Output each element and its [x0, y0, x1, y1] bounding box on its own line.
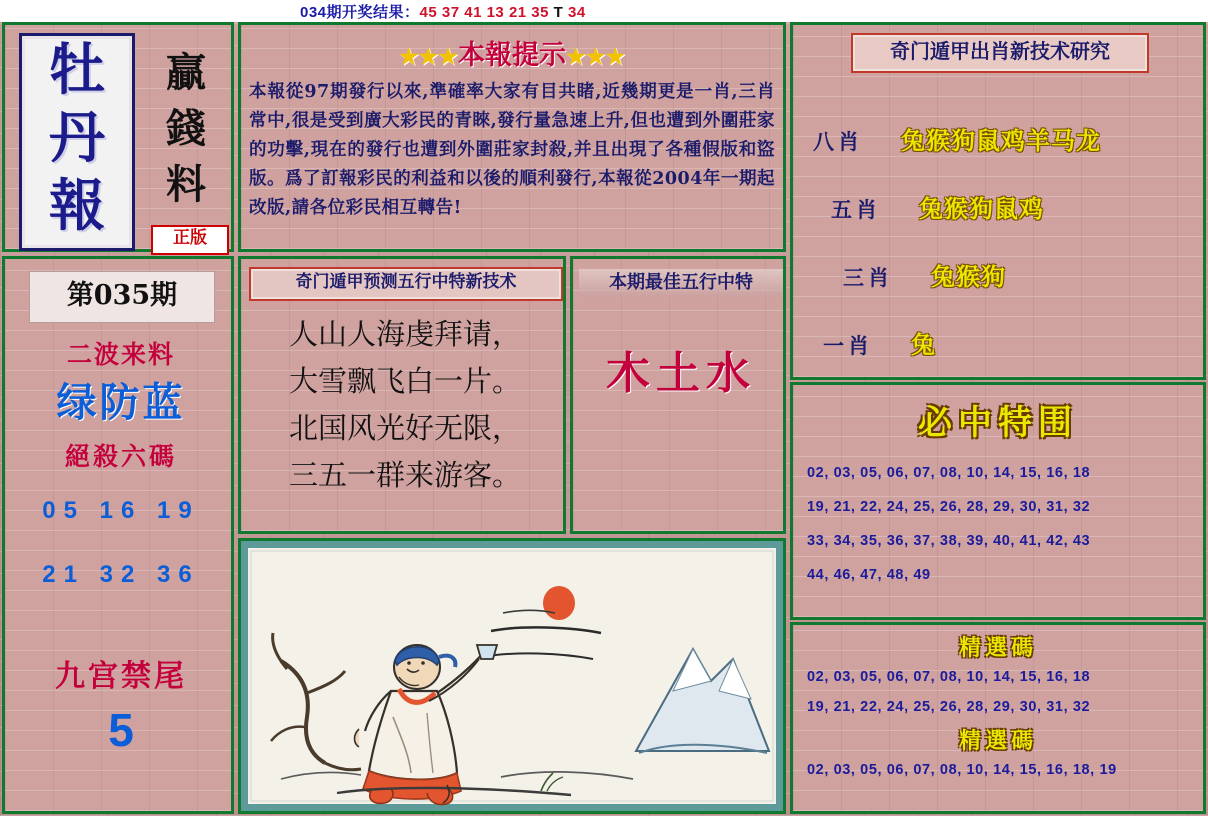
two-wave-title: 二波来料 [66, 340, 175, 369]
selected-codes-line-1: 02, 03, 05, 06, 07, 08, 10, 14, 15, 16, 18 [807, 669, 1091, 685]
selected-codes-title-1: 精選碼 [958, 635, 1037, 661]
draw-result-numbers: 45 37 41 13 21 35 [419, 4, 549, 21]
tips-title [249, 33, 775, 72]
side-slogan-char-1: 贏 [166, 49, 206, 96]
side-slogan [143, 45, 229, 217]
must-hit-title: 必中特围 [918, 403, 1078, 443]
poem-line-1: 人山人海虔拜请， [288, 317, 521, 351]
draw-result-strip [0, 0, 1208, 22]
tips-body: 本報從97期發行以來,準確率大家有目共睹,近幾期更是一肖,三肖常中,很是受到廣大彩民的青睞,發行量急速上升,但也遭到外圍莊家的功擊,現在的發行也遭到外圍莊家封殺,并且出現了各種假版和盜版。爲了訂報彩民的利益和以後的順利發行,本報從2004年一期起改版,請各位彩民相互轉告! [249, 82, 775, 218]
draw-result-special: 34 [568, 4, 586, 21]
zodiac-row-1-key: 一肖 [823, 333, 873, 358]
ink-painting-illustration [241, 541, 783, 811]
zodiac-row-1 [823, 325, 1203, 363]
jiugong-value: 5 [108, 704, 134, 756]
stars-left-icon: ★★★ [398, 44, 458, 70]
zodiac-row-5-value: 兔猴狗鼠鸡 [919, 194, 1044, 223]
poem-line-3: 北国风光好无限， [288, 411, 521, 445]
must-hit-line-2: 19, 21, 22, 24, 25, 26, 28, 29, 30, 31, 32 [807, 499, 1091, 515]
draw-result-separator: T [553, 4, 564, 21]
draw-result-label: 034期开奖结果： [300, 4, 420, 21]
jiugong-title: 九宫禁尾 [55, 659, 187, 694]
tips-panel [238, 22, 786, 252]
poem-line-4: 三五一群来游客。 [288, 458, 521, 492]
masthead-char-3: 報 [49, 173, 105, 239]
illustration-panel [238, 538, 786, 814]
poem-line-2: 大雪飘飞白一片。 [288, 364, 521, 398]
zodiac-panel-title: 奇门遁甲出肖新技术研究 [851, 33, 1149, 73]
poem-title: 奇门遁甲预测五行中特新技术 [249, 267, 563, 301]
kill-six-title: 絕殺六碼 [64, 442, 177, 471]
five-elements-panel [570, 256, 786, 534]
selected-codes-title-2: 精選碼 [958, 728, 1037, 754]
zodiac-panel [790, 22, 1206, 380]
left-column-panel [2, 256, 234, 814]
must-hit-panel [790, 382, 1206, 620]
zodiac-row-3-value: 兔猴狗 [931, 262, 1006, 291]
two-wave-value: 绿防蓝 [56, 379, 186, 426]
selected-codes-panel [790, 622, 1206, 814]
draw-result-text [300, 1, 586, 22]
zodiac-row-1-value: 兔 [911, 330, 936, 359]
side-slogan-char-2: 錢 [166, 105, 206, 152]
five-elements-title: 本期最佳五行中特 [579, 269, 783, 297]
zodiac-row-8-key: 八肖 [813, 129, 863, 154]
zodiac-row-5 [831, 189, 1208, 227]
selected-codes-line-3: 02, 03, 05, 06, 07, 08, 10, 14, 15, 16, 18, 19 [807, 762, 1117, 778]
must-hit-line-4: 44, 46, 47, 48, 49 [807, 567, 931, 583]
masthead-char-1: 牡 [49, 37, 105, 103]
side-slogan-char-3: 料 [166, 161, 206, 208]
authentic-badge: 正版 [151, 225, 229, 255]
zodiac-row-8-value: 兔猴狗鼠鸡羊马龙 [901, 126, 1101, 155]
selected-codes-line-2: 19, 21, 22, 24, 25, 26, 28, 29, 30, 31, 32 [807, 699, 1091, 715]
stars-right-icon: ★★★ [566, 44, 626, 70]
zodiac-row-5-key: 五肖 [831, 197, 881, 222]
must-hit-line-3: 33, 34, 35, 36, 37, 38, 39, 40, 41, 42, 43 [807, 533, 1091, 549]
issue-number: 第035期 [66, 280, 178, 311]
kill-six-row-2: 21 32 36 [42, 561, 200, 588]
zodiac-row-8 [813, 121, 1193, 159]
masthead-box [19, 33, 135, 251]
five-elements-value: 木土水 [606, 348, 756, 399]
tips-title-text: 本報提示 [458, 40, 566, 71]
masthead-char-2: 丹 [49, 105, 105, 171]
issue-box [29, 271, 215, 323]
kill-six-row-1: 05 16 19 [42, 497, 200, 524]
poem-panel [238, 256, 566, 534]
must-hit-line-1: 02, 03, 05, 06, 07, 08, 10, 14, 15, 16, 18 [807, 465, 1091, 481]
zodiac-row-3 [843, 257, 1208, 295]
zodiac-row-3-key: 三肖 [843, 265, 893, 290]
poem-body [241, 311, 569, 499]
logo-block [2, 22, 234, 252]
